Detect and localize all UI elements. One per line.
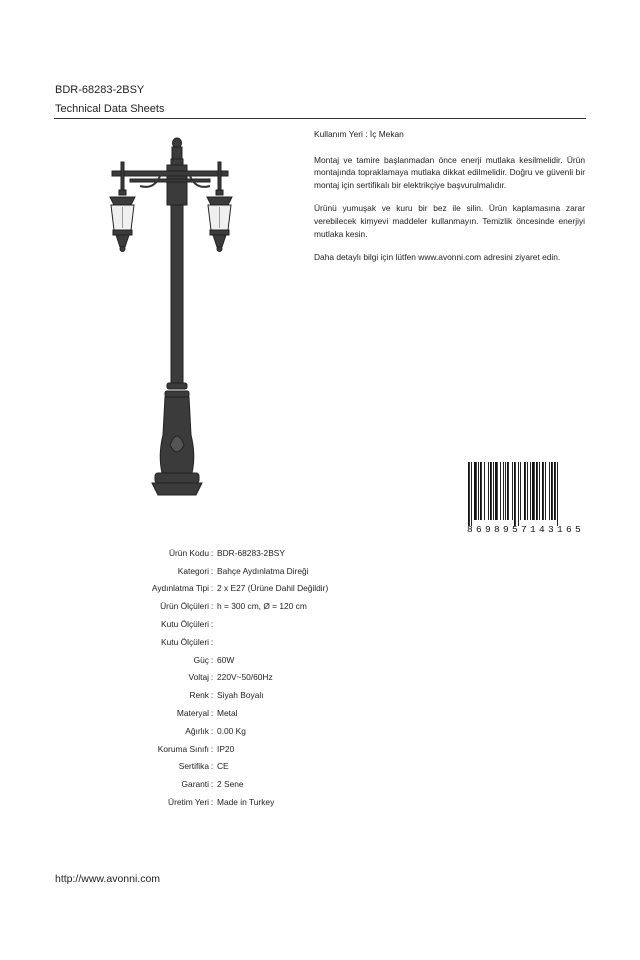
spec-separator: : <box>210 636 214 647</box>
spec-value: 60W <box>217 654 235 665</box>
barcode-bar <box>518 462 519 526</box>
cross-arm-lower <box>130 179 210 182</box>
cross-arm <box>112 171 228 176</box>
barcode-bar <box>542 462 544 520</box>
spec-row <box>100 740 400 758</box>
barcode-bar <box>514 462 516 526</box>
barcode-bar <box>520 462 521 520</box>
spec-label: Koruma Sınıfı <box>157 743 209 754</box>
spec-row <box>100 758 400 776</box>
spec-separator: : <box>210 779 214 790</box>
barcode-digit: 8 <box>494 524 500 534</box>
spec-label: Ağırlık <box>185 725 209 736</box>
spec-separator: : <box>210 761 214 772</box>
barcode-bar <box>493 462 494 520</box>
document-subtitle: Technical Data Sheets <box>55 103 165 115</box>
info-text-block <box>314 128 585 275</box>
pole-base <box>160 397 194 473</box>
spec-value: h = 300 cm, Ø = 120 cm <box>217 601 307 612</box>
spec-separator: : <box>210 797 214 808</box>
product-code-title: BDR-68283-2BSY <box>55 84 145 96</box>
spec-table <box>100 544 400 811</box>
barcode-digit: 8 <box>467 524 473 534</box>
barcode-bar <box>503 462 504 520</box>
spec-label: Üretim Yeri <box>168 797 209 808</box>
barcode-bar <box>532 462 535 520</box>
spec-label: Garanti <box>181 779 209 790</box>
barcode-bar <box>527 462 528 520</box>
pole-top-cap <box>172 147 182 159</box>
barcode-bar <box>551 462 553 520</box>
barcode-digit: 9 <box>503 524 509 534</box>
barcode-bar <box>505 462 506 520</box>
spec-value: Bahçe Aydınlatma Direği <box>217 565 309 576</box>
spec-row <box>100 580 400 598</box>
barcode-bar <box>490 462 492 520</box>
barcode-digits <box>467 524 581 534</box>
spec-label: Kutu Ölçüleri <box>161 636 209 647</box>
barcode-bar <box>500 462 501 520</box>
barcode-bar <box>474 462 477 520</box>
barcode-bar <box>484 462 485 520</box>
footer-url[interactable]: http://www.avonni.com <box>55 873 161 885</box>
spec-label: Renk <box>189 690 209 701</box>
barcode-digit: 6 <box>566 524 572 534</box>
barcode-digit: 4 <box>539 524 545 534</box>
spec-separator: : <box>210 743 214 754</box>
barcode-bar <box>478 462 479 520</box>
barcode-digit: 9 <box>485 524 491 534</box>
barcode-digit: 1 <box>557 524 563 534</box>
barcode-digit: 1 <box>530 524 536 534</box>
spec-value: Siyah Boyalı <box>217 690 264 701</box>
barcode-bar <box>554 462 556 520</box>
barcode-bar <box>536 462 538 520</box>
spec-value: BDR-68283-2BSY <box>217 547 285 558</box>
spec-row <box>100 633 400 651</box>
spec-value: CE <box>217 761 229 772</box>
spec-label: Sertifika <box>178 761 209 772</box>
spec-row <box>100 651 400 669</box>
spec-separator: : <box>210 654 214 665</box>
barcode <box>466 462 586 534</box>
spec-separator: : <box>210 708 214 719</box>
cleaning-instructions-text: Ürünü yumuşak ve kuru bir bez ile silin. Ürün kaplamasına zarar verebilecek kimyevi maddeler kullanmayın. Temizlik öncesinde enerjiyi mutlaka kesin. <box>314 203 585 239</box>
spec-row <box>100 597 400 615</box>
spec-value: Made in Turkey <box>217 797 275 808</box>
spec-row <box>100 775 400 793</box>
spec-row <box>100 793 400 811</box>
barcode-bar <box>468 462 470 526</box>
spec-value: 2 Sene <box>217 779 244 790</box>
spec-separator: : <box>210 690 214 701</box>
spec-label: Voltaj <box>188 672 209 683</box>
spec-label: Güç <box>193 654 209 665</box>
pole-collar <box>167 383 187 389</box>
right-arm-post <box>218 162 221 192</box>
spec-separator: : <box>210 672 214 683</box>
base-plinth <box>155 473 199 483</box>
barcode-digit: 7 <box>521 524 527 534</box>
spec-label: Kutu Ölçüleri <box>161 619 209 630</box>
right-lantern <box>207 190 232 252</box>
spec-row <box>100 722 400 740</box>
barcode-bar <box>471 462 472 526</box>
spec-separator: : <box>210 601 214 612</box>
spec-value: IP20 <box>217 743 235 754</box>
pole-collar-2 <box>165 391 189 397</box>
lamp-post-image <box>100 135 250 503</box>
barcode-digit: 5 <box>512 524 518 534</box>
spec-separator: : <box>210 619 214 630</box>
spec-row <box>100 686 400 704</box>
spec-value: Metal <box>217 708 238 719</box>
barcode-bar <box>549 462 550 520</box>
barcode-bar <box>539 462 540 520</box>
spec-label: Materyal <box>176 708 209 719</box>
barcode-bar <box>545 462 546 520</box>
spec-value: 220V~50/60Hz <box>217 672 273 683</box>
barcode-digit: 3 <box>548 524 554 534</box>
barcode-bar <box>488 462 489 520</box>
spec-value: 0.00 Kg <box>217 725 246 736</box>
spec-separator: : <box>210 565 214 576</box>
left-lantern <box>110 190 135 252</box>
spec-separator: : <box>210 583 214 594</box>
barcode-bar <box>557 462 558 526</box>
spec-label: Ürün Ölçüleri <box>160 601 209 612</box>
usage-location-text: Kullanım Yeri : İç Mekan <box>314 129 404 139</box>
barcode-bar <box>507 462 509 520</box>
spec-row <box>100 704 400 722</box>
spec-separator: : <box>210 547 214 558</box>
barcode-digit: 5 <box>575 524 581 534</box>
spec-row <box>100 669 400 687</box>
spec-label: Ürün Kodu <box>168 547 209 558</box>
barcode-bars <box>468 462 558 526</box>
barcode-bar <box>524 462 526 520</box>
barcode-bar <box>480 462 482 520</box>
spec-row <box>100 544 400 562</box>
spec-label: Kategori <box>177 565 209 576</box>
installation-warning-text: Montaj ve tamire başlanmadan önce enerji mutlaka kesilmelidir. Ürün montajında topraklamaya mutlaka dikkat edilmelidir. Doğru ve güvenli bir montaj için sertifikalı bir elektrikçiye başvurulmalıdır. <box>314 154 585 190</box>
barcode-digit: 6 <box>476 524 482 534</box>
base-foot <box>152 483 202 495</box>
header-divider <box>54 118 586 119</box>
barcode-bar <box>530 462 531 520</box>
spec-row <box>100 562 400 580</box>
barcode-bar <box>512 462 513 520</box>
barcode-bar <box>495 462 498 520</box>
spec-separator: : <box>210 725 214 736</box>
spec-row <box>100 615 400 633</box>
spec-value: 2 x E27 (Ürüne Dahil Değildir) <box>217 583 329 594</box>
left-arm-post <box>121 162 124 192</box>
more-info-text: Daha detaylı bilgi için lütfen www.avonni.com adresini ziyaret edin. <box>314 252 561 263</box>
spec-label: Aydınlatma Tipi <box>151 583 209 594</box>
